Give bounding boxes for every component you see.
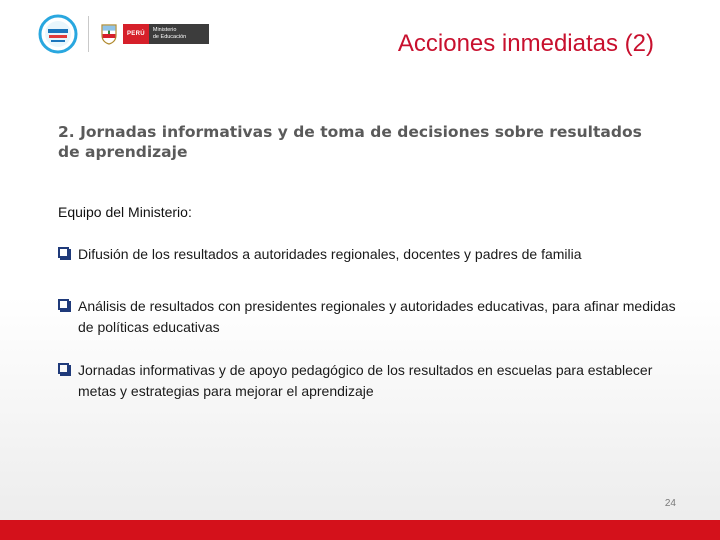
- ministry-label: Ministerio de Educación: [149, 24, 209, 44]
- list-item: [58, 244, 678, 265]
- slide-title: Acciones inmediatas (2): [397, 30, 654, 57]
- slide-subtitle: 2. Jornadas informativas y de toma de decisiones sobre resultados de aprendizaje: [58, 123, 642, 161]
- checkbox-bullet-icon: [58, 247, 69, 258]
- bottom-bar: [0, 520, 720, 540]
- coat-of-arms-icon: [99, 22, 119, 46]
- team-label: Equipo del Ministerio:: [58, 204, 192, 220]
- campaign-seal-icon: [38, 14, 78, 54]
- checkbox-bullet-icon: [58, 363, 69, 374]
- logo-divider: [88, 16, 89, 52]
- list-item: [58, 296, 678, 338]
- bullet-text: Análisis de resultados con presidentes regionales y autoridades educativas, para afinar medidas de políticas educativas: [78, 298, 676, 335]
- bullet-list: [58, 244, 678, 424]
- page-number: 24: [664, 498, 676, 509]
- bullet-text: Jornadas informativas y de apoyo pedagógico de los resultados en escuelas para establecer metas y estrategias para mejorar el aprendizaje: [78, 362, 653, 399]
- peru-label: PERÚ: [123, 24, 149, 44]
- bullet-text: Difusión de los resultados a autoridades regionales, docentes y padres de familia: [78, 246, 582, 262]
- checkbox-bullet-icon: [58, 299, 69, 310]
- header-logos: [38, 14, 209, 54]
- list-item: [58, 360, 678, 402]
